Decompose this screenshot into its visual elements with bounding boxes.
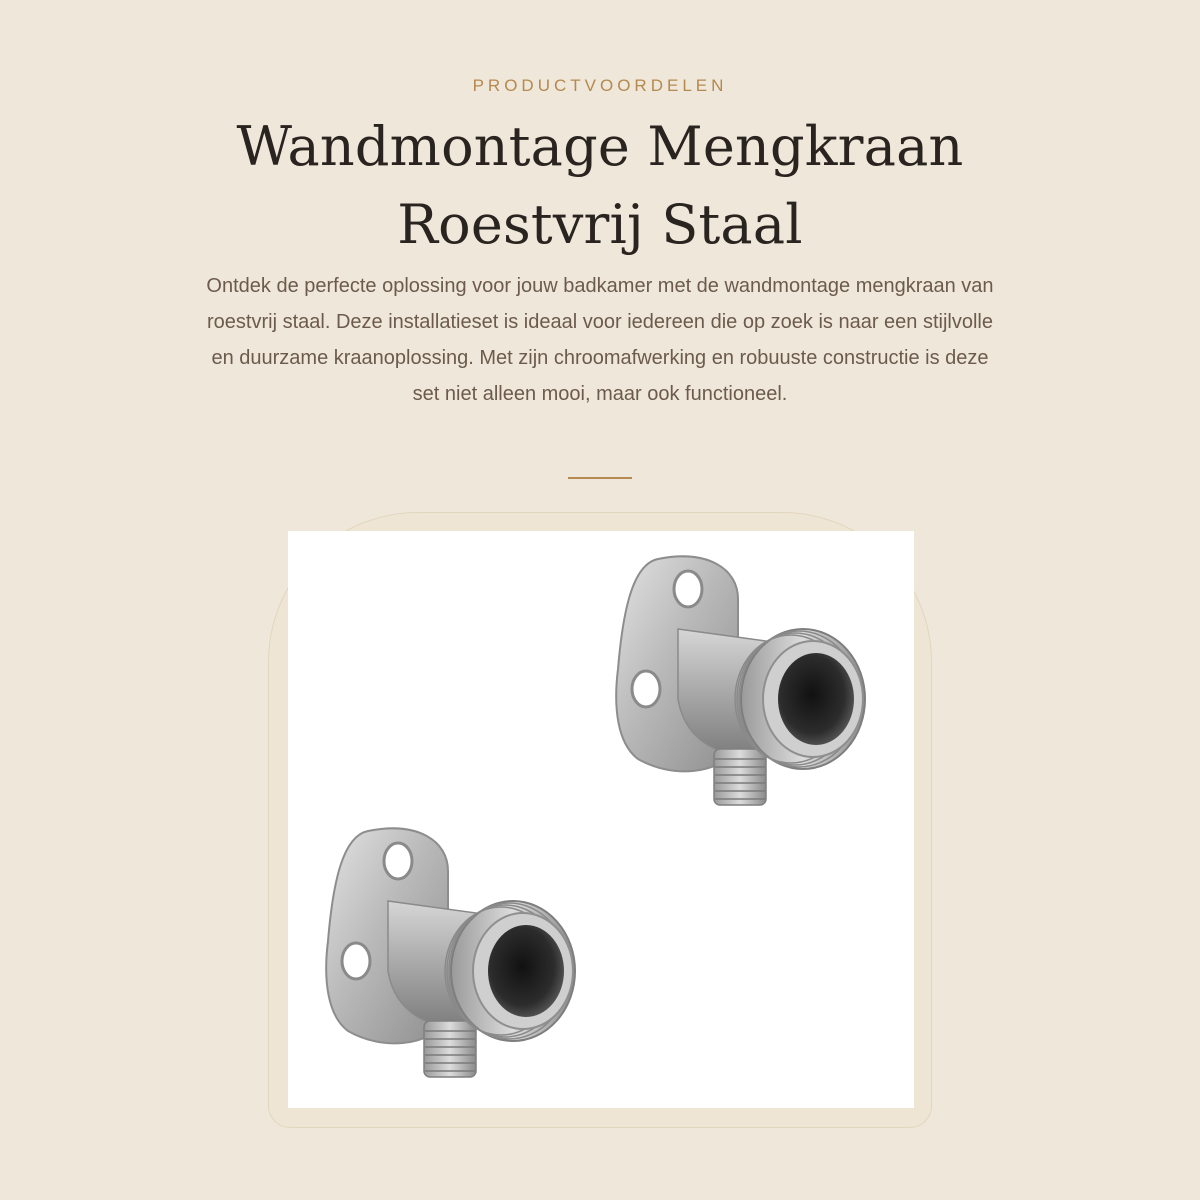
section-eyebrow: PRODUCTVOORDELEN xyxy=(472,76,728,95)
intro-paragraph: Ontdek de perfecte oplossing voor jouw badkamer met de wandmontage mengkraan van roestvrij staal. Deze installatieset is ideaal voor iedereen die op zoek is naar een stijlvolle en duurzame kraanoplossing. Met zijn chroomafwerking en robuuste constructie is deze set niet alleen mooi, maar ook functioneel. xyxy=(206,275,994,405)
wall-elbow-fittings-illustration xyxy=(288,531,914,1108)
product-image xyxy=(288,531,914,1108)
title-line-1: Wandmontage Mengkraan xyxy=(236,115,964,178)
page-title xyxy=(150,108,1050,264)
divider-line xyxy=(568,477,632,479)
title-line-2: Roestvrij Staal xyxy=(397,193,803,256)
